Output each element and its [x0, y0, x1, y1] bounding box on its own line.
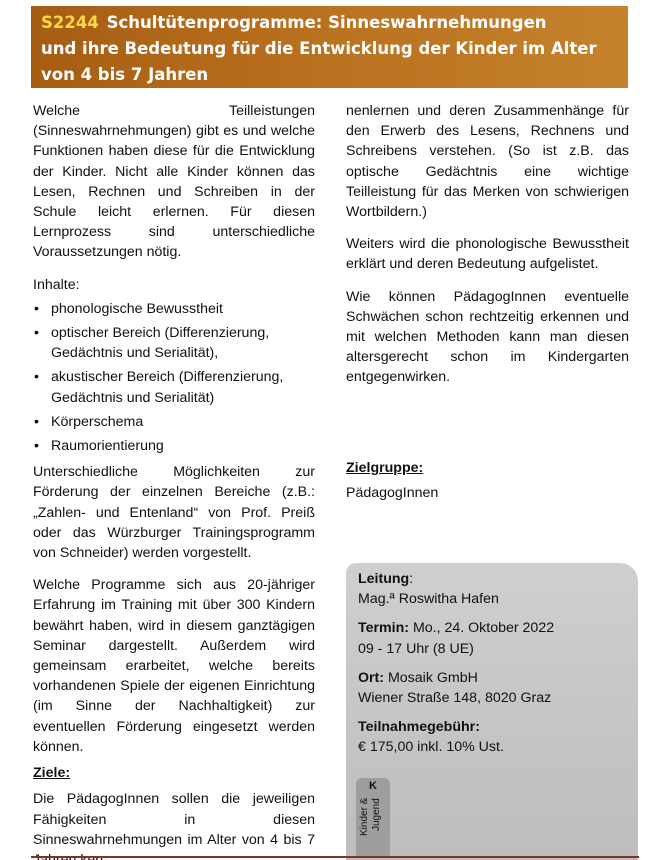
- leitung-label: Leitung: [358, 571, 410, 587]
- list-item: • optischer Bereich (Differenzierung, Gedächtnis und Serialität),: [33, 323, 315, 363]
- list-item: • Raumorientierung: [33, 436, 315, 456]
- zielgruppe-heading: Zielgruppe:: [346, 460, 424, 476]
- category-letter: K: [369, 780, 377, 792]
- schwaechen-paragraph: Wie können PädagogInnen eventuelle Schwächen schon rechtzeitig erkennen und mit welchen Methoden kann man diesen altersgerecht schon im Kindergarten entgegenwirken.: [346, 288, 629, 386]
- ziele-heading: Ziele:: [33, 765, 71, 782]
- termin-label: Termin: [358, 620, 405, 637]
- course-code: S2244: [41, 13, 99, 32]
- course-title-line-3: von 4 bis 7 Jahren: [41, 65, 209, 84]
- right-column: [346, 101, 629, 400]
- list-item: • Körperschema: [33, 412, 315, 432]
- ort-label: Ort: [358, 669, 380, 686]
- course-title-line-2: und ihre Bedeutung für die Entwicklung der Kinder im Alter: [41, 39, 597, 58]
- termin-block: Termin: Mo., 24. Oktober 2022 09 - 17 Uhr (8 UE): [358, 618, 628, 658]
- ziele-paragraph: Die PädagogInnen sollen die jeweiligen Fähigkeiten in diesen Sinneswahrnehmungen im Alter von 4 bis 7: [33, 791, 315, 848]
- list-item: • akustischer Bereich (Differenzierung, Gedächtnis und Serialität): [33, 367, 315, 407]
- phonologie-paragraph: Weiters wird die phonologische Bewusstheit erklärt und deren Bedeutung aufgelistet.: [346, 236, 629, 273]
- programme-paragraph: Welche Programme sich aus 20-jähriger Erfahrung im Training mit über 300 Kindern bewährt haben, wird in diesem ganztägigen Seminar dargestellt. Außerdem wird gemeinsam erarbeitet, welche bereits vorhandenen Spiele der eigenen Einrichtung (im Sinne der Nachhaltigkeit) zur eventuellen Förderung eingesetzt werden können.: [33, 577, 315, 755]
- course-title-line-1: [41, 10, 618, 36]
- ort-address: Wiener Straße 148, 8020 Graz: [358, 690, 552, 707]
- inhalte-list: [33, 299, 315, 456]
- category-tab: [356, 778, 390, 858]
- bottom-divider: [31, 856, 639, 858]
- foerderung-paragraph: Unterschiedliche Möglichkeiten zur Förderung der einzelnen Bereiche (z.B.: „Zahlen- und Entenland“ von Prof. Preiß oder das Würzburger Trainingsprogramm von Schneider) werden vorgestellt.: [33, 464, 315, 562]
- termin-time: 09 - 17 Uhr (8 UE): [358, 640, 474, 657]
- leitung-block: Leitung: Mag.ª Roswitha Hafen: [358, 569, 628, 609]
- course-title-text-1: Schultütenprogramme: Sinneswahrnehmungen: [106, 13, 547, 32]
- zielgruppe-value: PädagogInnen: [346, 485, 439, 501]
- left-column: [33, 101, 315, 860]
- gebuehr-label: Teilnahmegebühr:: [358, 719, 480, 736]
- category-label: Kinder & Jugend: [359, 798, 382, 837]
- ort-block: Ort: Mosaik GmbH Wiener Straße 148, 8020 Graz: [358, 668, 628, 708]
- list-item: • phonologische Bewusstheit: [33, 299, 315, 319]
- ziele-continuation-paragraph: nenlernen und deren Zusammenhänge für den Erwerb des Lesens, Rechnens und Schreibens verstehen. (So ist z.B. das optische Gedächtnis eine wichtige Teilleistung für das Merken von schwierigen Wortbildern.): [346, 103, 629, 221]
- leitung-value: Mag.ª Roswitha Hafen: [358, 591, 499, 608]
- gebuehr-block: [358, 717, 628, 757]
- intro-paragraph: Welche Teilleistungen (Sinneswahrnehmungen) gibt es und welche Funktionen haben diese für die Entwicklung der Kinder. Nicht alle Kinder können das Lesen, Rechnen und Schreiben in der Schule leicht erlernen. Für diesen Lernprozess sind unterschiedliche Voraussetzungen nötig.: [33, 103, 315, 261]
- inhalte-label: Inhalte:: [33, 276, 80, 293]
- ort-name: Mosaik GmbH: [387, 669, 478, 686]
- termin-date: Mo., 24. Oktober 2022: [412, 620, 555, 637]
- gebuehr-value: € 175,00 inkl. 10% Ust.: [358, 739, 504, 756]
- course-title-banner: [31, 6, 628, 88]
